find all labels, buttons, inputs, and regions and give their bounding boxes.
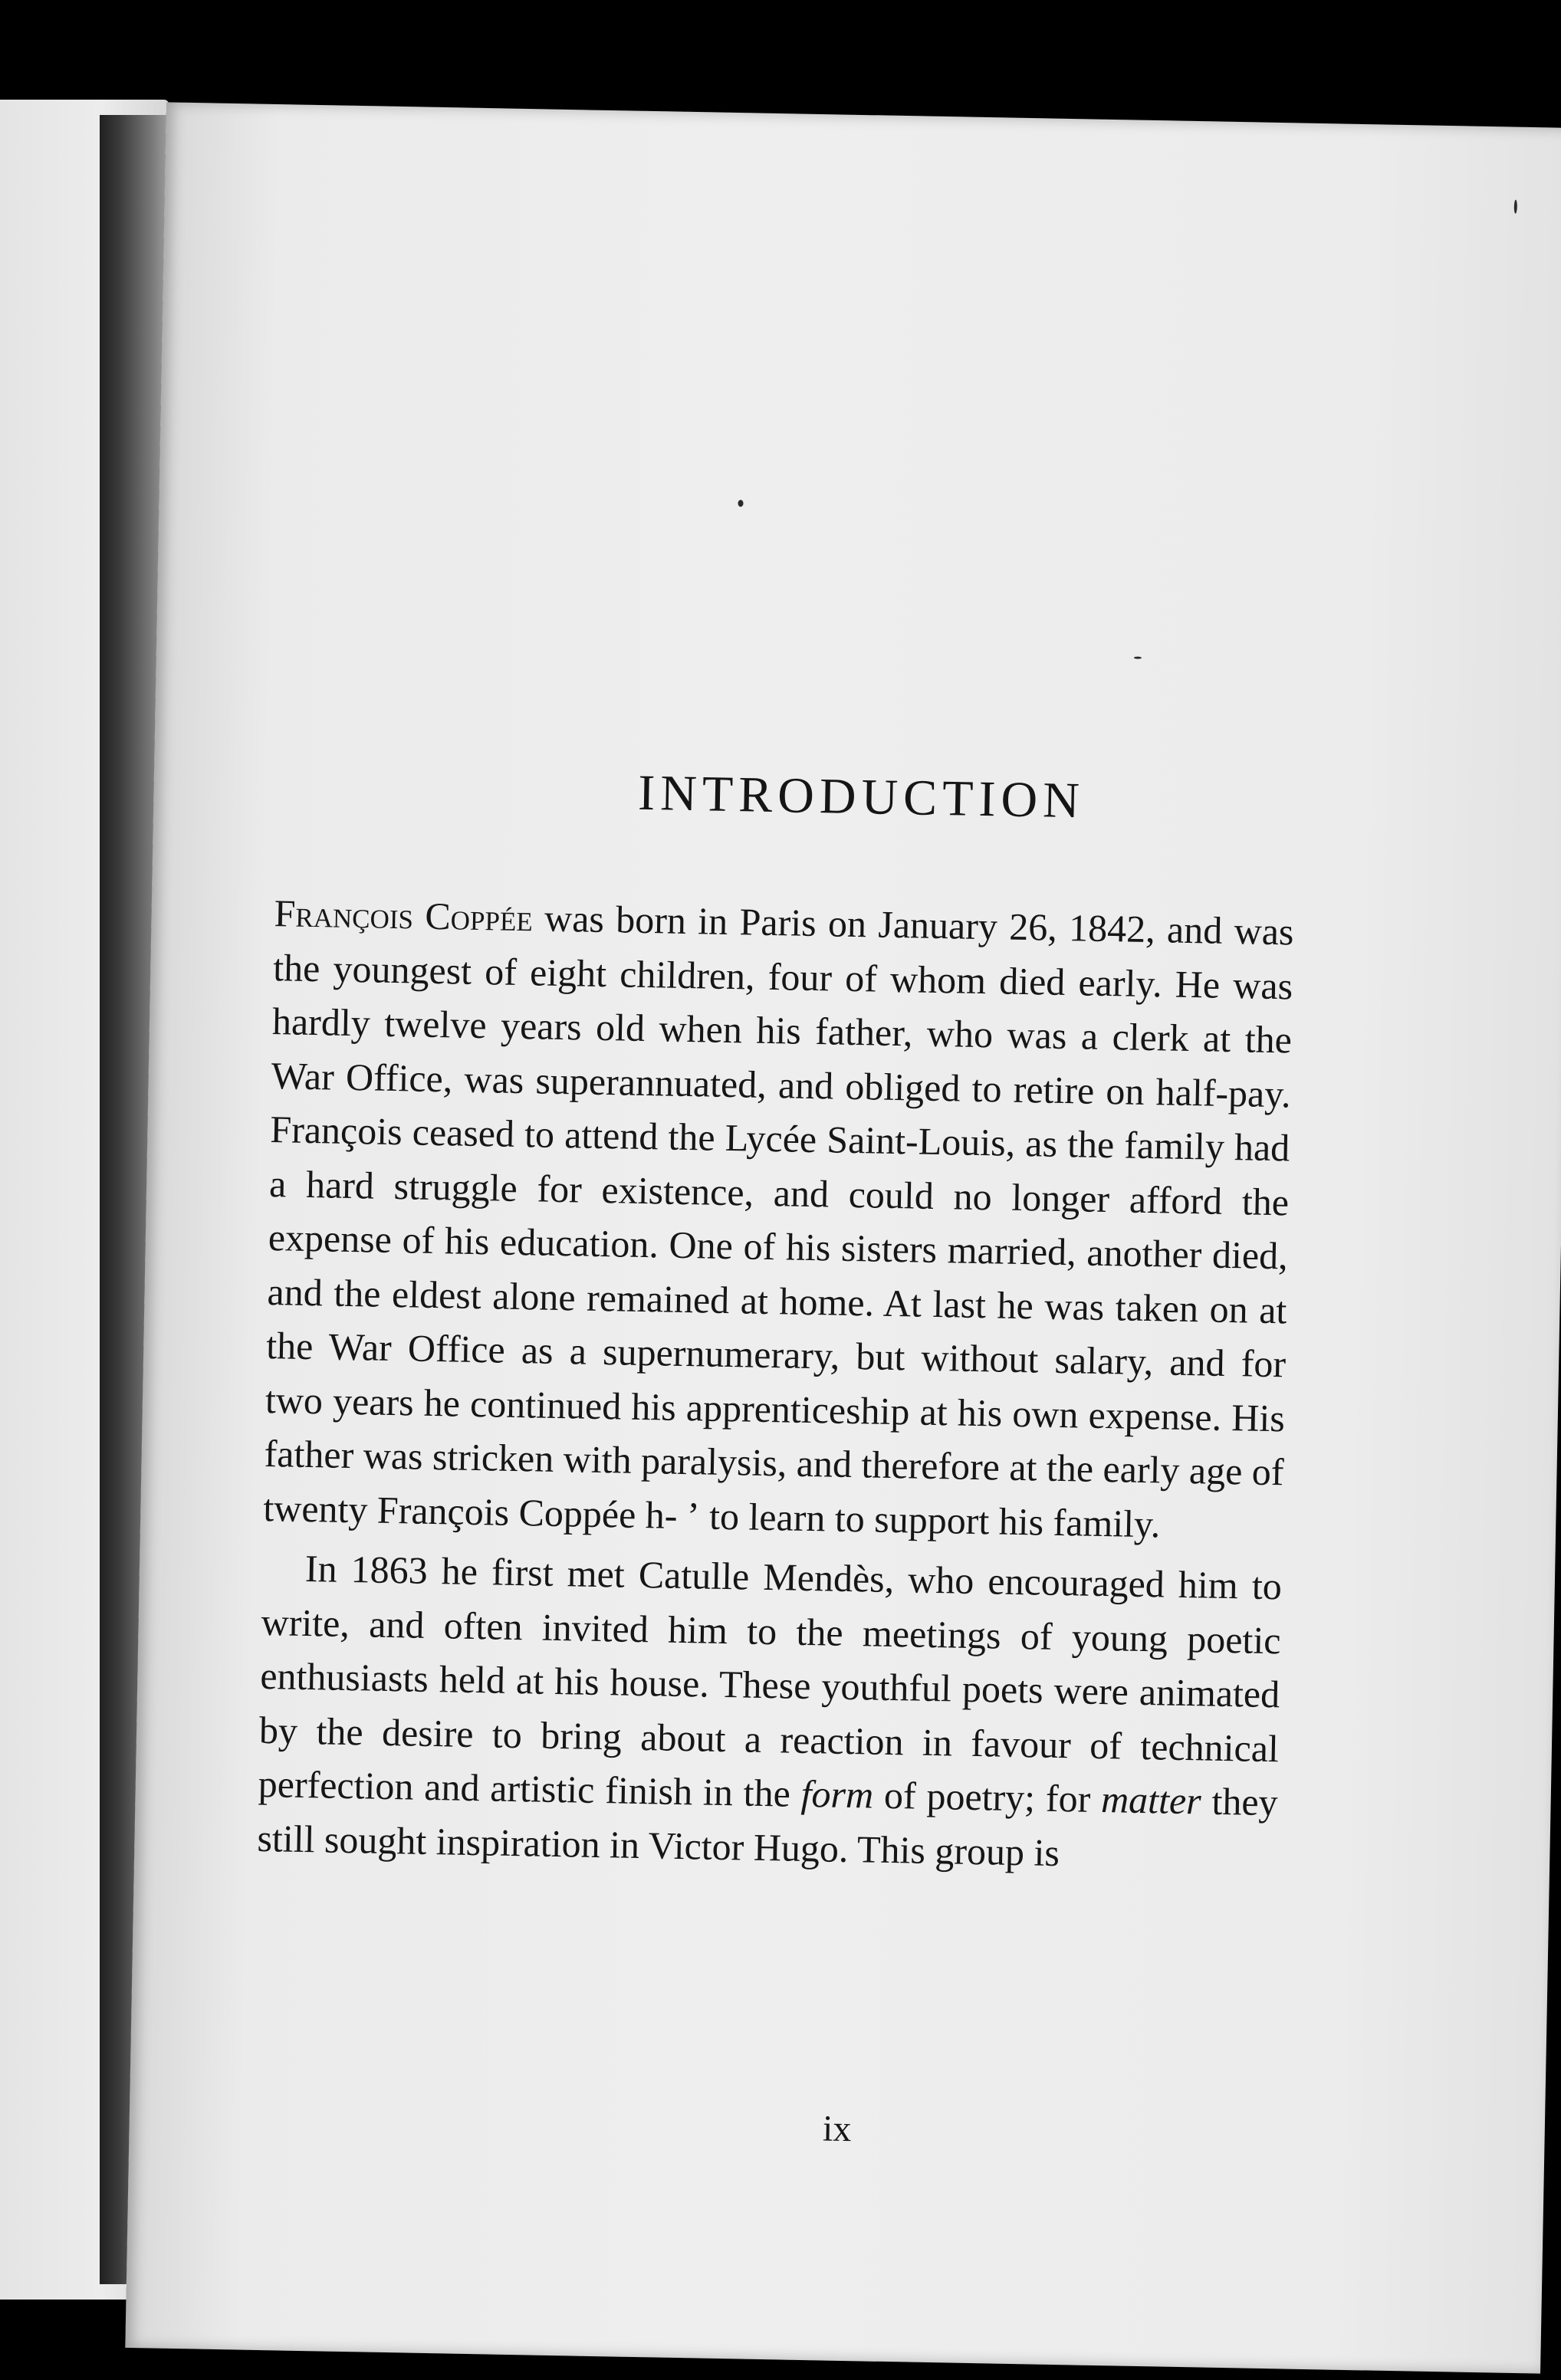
book-page <box>125 102 1561 2373</box>
paragraph-2-text-c: they still sought inspiration in Victor Hugo. This group is <box>257 1779 1279 1874</box>
speck-mark <box>1134 657 1142 659</box>
italic-matter: matter <box>1100 1778 1202 1823</box>
speck-mark <box>1514 200 1517 214</box>
paragraph-2-text-a: In 1863 he first met Catulle Mendès, who encouraged him to write, and often invited him to the meetings of young poetic enthusiasts held at his house. These youthful poets were animated by the desire to bring about a reaction in favour of technical perfection and artistic finish in the <box>258 1546 1283 1815</box>
paragraph-1 <box>263 886 1294 1553</box>
paragraph-1-text: was born in Paris on January 26, 1842, and was the youngest of eight children, four of whom died early. He was hardly twelve years old when his father, who was a clerk at the War Office, was superannuated, and obliged to retire on half-pay. François ceased to attend the Lycée Saint-Louis, as the family had a hard struggle for existence, and could no longer afford the expense of his education. One of his sisters married, another died, and the eldest alone remained at home. At last he was taken on at the War Office as a supernumerary, but without salary, and for two years he continued his apprenticeship at his own expense. His father was stricken with paralysis, and therefore at the early age of twenty François Coppée h‐ ʼ to learn to support his family. <box>262 896 1294 1545</box>
lead-small-caps: François Coppée <box>274 891 534 940</box>
body-text <box>257 886 1294 1883</box>
chapter-title: INTRODUCTION <box>637 764 1086 829</box>
page-number: ix <box>822 2108 852 2150</box>
italic-form: form <box>800 1771 874 1817</box>
speck-mark <box>738 500 743 507</box>
paragraph-2-text-b: of poetry; for <box>873 1773 1102 1821</box>
paragraph-2 <box>257 1541 1283 1883</box>
